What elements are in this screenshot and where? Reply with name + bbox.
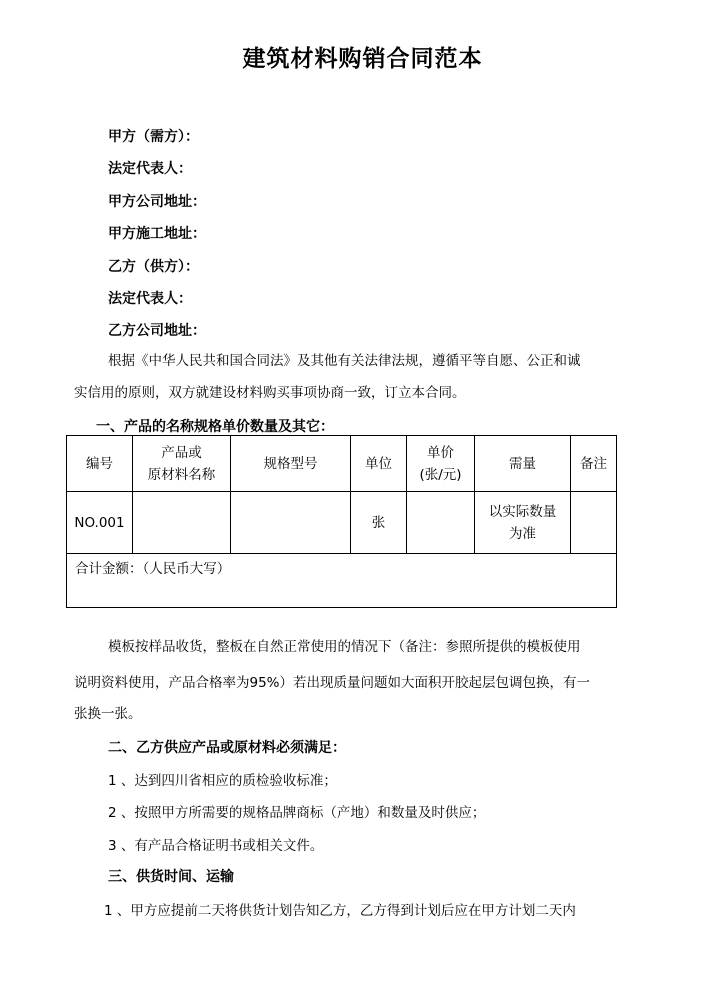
document-title: 建筑材料购销合同范本 [242,45,483,72]
header-price-line1: 单价 [427,444,454,461]
section3-item-1: 1 、甲方应提前二天将供货计划告知乙方，乙方得到计划后应在甲方计划二天内 [104,903,576,919]
header-product [133,436,231,492]
cell-unit: 张 [351,492,407,554]
party-b-company-address-field: 乙方公司地址： [108,323,206,339]
quality-line-2: 说明资料使用，产品合格率为95%）若出现质量问题如大面积开胶起层包调包换，有一 [74,675,591,691]
header-unit: 单位 [351,436,407,492]
header-note: 备注 [571,436,617,492]
section2-item-1: 1 、达到四川省相应的质检验收标准； [108,773,337,789]
cell-quantity-line1: 以实际数量 [488,503,557,520]
cell-quantity [475,492,571,554]
section2-item-3: 3 、有产品合格证明书或相关文件。 [108,838,324,854]
quality-line-3: 张换一张。 [74,706,142,722]
table-header-row [67,436,617,492]
cell-number: NO.001 [67,492,133,554]
section1-heading: 一、产品的名称规格单价数量及其它： [96,419,334,435]
section3-heading: 三、供货时间、运输 [108,869,234,885]
section2-item-2: 2 、按照甲方所需要的规格品牌商标（产地）和数量及时供应； [108,805,486,821]
table-total-row [67,554,617,608]
total-amount-cell [67,554,617,608]
header-quantity: 需量 [475,436,571,492]
quality-line-1: 模板按样品收货，整板在自然正常使用的情况下（备注：参照所提供的模板使用 [108,639,581,655]
party-a-site-address-field: 甲方施工地址： [108,226,206,242]
cell-spec [231,492,351,554]
party-a-field: 甲方（需方）： [108,129,199,145]
cell-quantity-line2: 为准 [509,525,536,542]
header-number: 编号 [67,436,133,492]
party-a-legal-rep-field: 法定代表人： [108,161,192,177]
party-b-legal-rep-field: 法定代表人： [108,291,192,307]
header-price-line2: (张/元) [419,466,462,483]
party-b-field: 乙方（供方）： [108,259,199,275]
total-amount-label: 合计金额：（人民币大写） [75,560,231,577]
intro-line-2: 实信用的原则，双方就建设材料购买事项协商一致，订立本合同。 [74,385,466,401]
header-price [407,436,475,492]
product-table [66,435,617,608]
header-product-line2: 原材料名称 [147,466,216,483]
cell-note [571,492,617,554]
party-a-company-address-field: 甲方公司地址： [108,194,206,210]
table-row [67,492,617,554]
section2-heading: 二、乙方供应产品或原材料必须满足： [108,740,346,756]
header-product-line1: 产品或 [161,444,202,461]
intro-line-1: 根据《中华人民共和国合同法》及其他有关法律法规，遵循平等自愿、公正和诚 [108,353,581,369]
cell-product [133,492,231,554]
cell-price [407,492,475,554]
header-spec: 规格型号 [231,436,351,492]
